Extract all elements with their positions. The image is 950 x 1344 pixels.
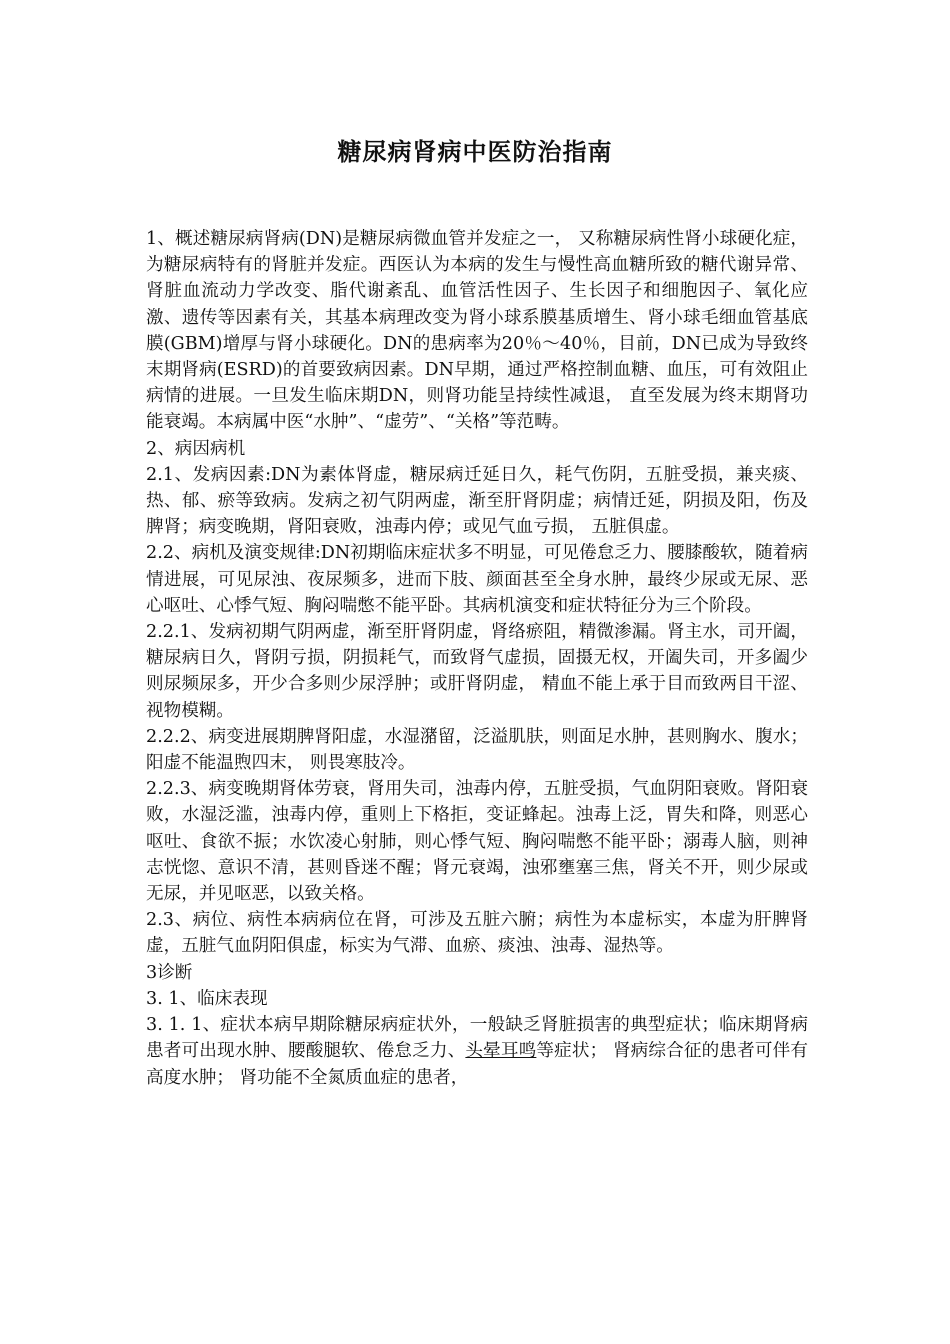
paragraph-pathogenesis-evolution: 2.2、病机及演变规律:DN初期临床症状多不明显，可见倦怠乏力、腰膝酸软，随着病情进展，可见尿浊、夜尿频多，进而下肢、颜面甚至全身水肿，最终少尿或无尿、恶心呕吐、心悸气短、胸闷喘憋不能平卧。其病机演变和症状特征分为三个阶段。: [146, 543, 808, 616]
symptoms-underlined-text: 头晕耳鸣: [465, 1041, 537, 1062]
paragraph-late-stage: 2.2.3、病变晚期肾体劳衰，肾用失司，浊毒内停，五脏受损，气血阴阳衰败。肾阳衰败，水湿泛滥，浊毒内停，重则上下格拒，变证蜂起。浊毒上泛，胃失和降，则恶心呕吐、食欲不振；水饮凌心射肺，则心悸气短、胸闷喘憋不能平卧；溺毒人脑，则神志恍惚、意识不清，甚则昏迷不醒；肾元衰竭，浊邪壅塞三焦，肾关不开，则少尿或无尿，并见呕恶，以致关格。: [146, 779, 808, 905]
paragraph-symptoms: [146, 1012, 808, 1091]
heading-clinical-manifestations: 3. 1、临床表现: [146, 988, 268, 1009]
heading-etiology: 2、病因病机: [146, 438, 246, 459]
paragraph-location-nature: 2.3、病位、病性本病病位在肾，可涉及五脏六腑；病性为本虚标实，本虚为肝脾肾虚，五脏气血阴阳俱虚，标实为气滞、血瘀、痰浊、浊毒、湿热等。: [146, 910, 808, 957]
document-title: 糖尿病肾病中医防治指南: [337, 138, 613, 166]
paragraph-overview: 1、概述糖尿病肾病(DN)是糖尿病微血管并发症之一， 又称糖尿病性肾小球硬化症，为糖尿病特有的肾脏并发症。西医认为本病的发生与慢性高血糖所致的糖代谢异常、肾脏血流动力学改变、脂代谢紊乱、血管活性因子、生长因子和细胞因子、氧化应激、遗传等因素有关，其基本病理改变为肾小球系膜基质增生、肾小球毛细血管基底膜(GBM)增厚与肾小球硬化。DN的患病率为20％～40％，目前，DN已成为导致终末期肾病(ESRD)的首要致病因素。DN早期，通过严格控制血糖、血压，可有效阻止病情的进展。一旦发生临床期DN，则肾功能呈持续性减退， 直至发展为终末期肾功能衰竭。本病属中医“水肿”、“虚劳”、“关格”等范畴。: [146, 229, 808, 433]
heading-diagnosis: 3诊断: [146, 962, 193, 983]
paragraph-progression-stage: 2.2.2、病变进展期脾肾阳虚，水湿潴留，泛溢肌肤，则面足水肿，甚则胸水、腹水； 阳虚不能温煦四末， 则畏寒肢冷。: [146, 726, 808, 774]
document-body: [146, 226, 808, 1091]
paragraph-early-stage: 2.2.1、发病初期气阴两虚，渐至肝肾阴虚，肾络瘀阻，精微渗漏。肾主水，司开阖，糖尿病日久，肾阴亏损，阴损耗气，而致肾气虚损，固摄无权，开阖失司，开多阖少则尿频尿多，开少合多则少尿浮肿；或肝肾阴虚， 精血不能上承于目而致两目干涩、视物模糊。: [146, 622, 808, 721]
symptoms-text-after: 等症状； 肾病综合征的患者可伴有高度水肿； 肾功能不全氮质血症的患者，: [146, 1041, 808, 1088]
symptoms-text-before: 3. 1. 1、症状本病早期除糖尿病症状外，一般缺乏肾脏损害的典型症状；临床期肾病患者可出现水肿、腰酸腿软、倦怠乏力、: [146, 1015, 808, 1062]
paragraph-pathogenic-factors: 2.1、发病因素:DN为素体肾虚，糖尿病迁延日久，耗气伤阴，五脏受损，兼夹痰、热、郁、瘀等致病。发病之初气阴两虚，渐至肝肾阴虚；病情迁延，阴损及阳，伤及脾肾；病变晚期，肾阳衰败，浊毒内停；或见气血亏损， 五脏俱虚。: [146, 464, 808, 538]
